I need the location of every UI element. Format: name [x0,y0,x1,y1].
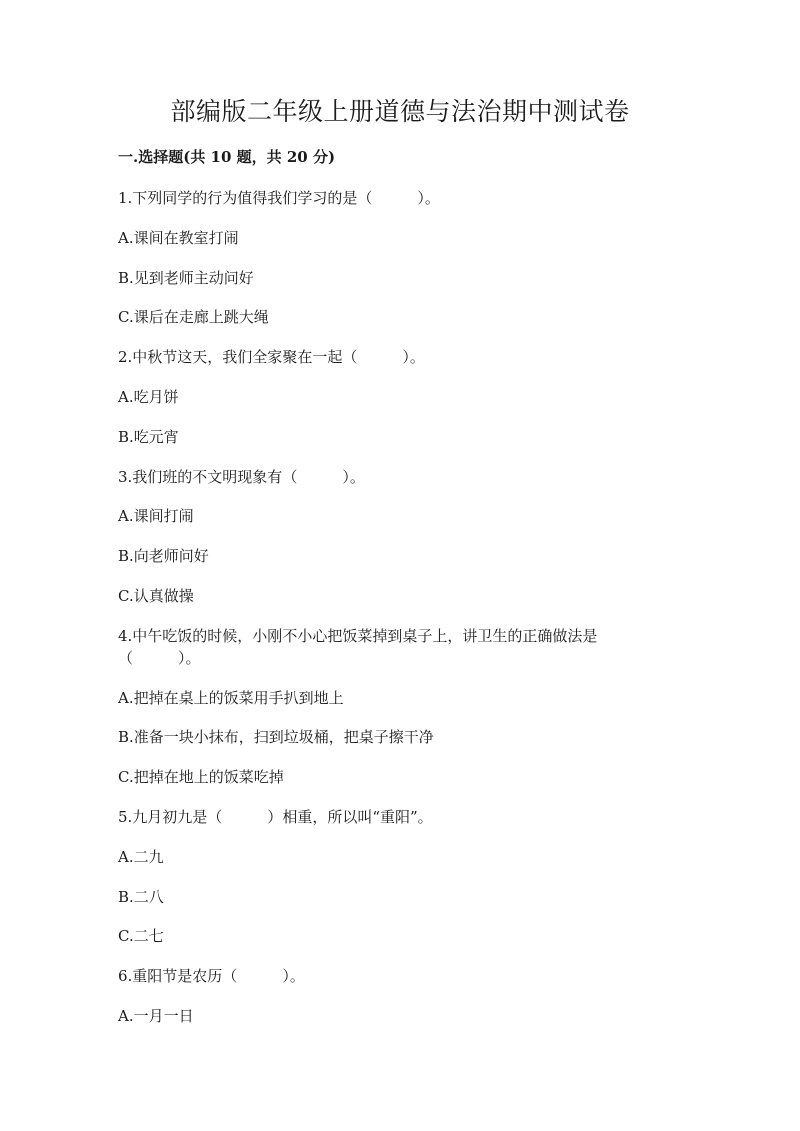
question-3-option-c: C.认真做操 [118,586,194,605]
question-2-option-a: A.吃月饼 [118,387,179,406]
question-4-stem-line-2: （ ）。 [118,648,201,667]
question-5-option-b: B.二八 [118,887,164,906]
question-4-option-a: A.把掉在桌上的饭菜用手扒到地上 [118,688,344,707]
question-1-option-c: C.课后在走廊上跳大绳 [118,308,269,327]
question-1-option-b: B.见到老师主动问好 [118,268,254,287]
question-4-stem-line-1: 4.中午吃饭的时候，小刚不小心把饭菜掉到桌子上，讲卫生的正确做法是 [118,626,598,645]
question-5-option-a: A.二九 [118,847,164,866]
question-1-stem: 1.下列同学的行为值得我们学习的是（ ）。 [118,189,440,207]
question-3-stem: 3.我们班的不文明现象有（ ）。 [118,467,365,486]
page-title: 部编版二年级上册道德与法治期中测试卷 [170,97,630,126]
question-3-option-a: A.课间打闹 [118,507,194,526]
question-3-option-b: B.向老师问好 [118,547,209,566]
question-1-option-a: A.课间在教室打闹 [118,228,239,247]
question-6-option-a: A.一月一日 [118,1006,194,1025]
question-5-stem: 5.九月初九是（ ）相重，所以叫“重阳”。 [118,807,433,826]
question-6-stem: 6.重阳节是农历（ ）。 [118,967,305,986]
question-4-option-c: C.把掉在地上的饭菜吃掉 [118,768,284,787]
question-list [118,187,678,1045]
question-2-option-b: B.吃元宵 [118,427,179,446]
question-4-option-b: B.准备一块小抹布，扫到垃圾桶，把桌子擦干净 [118,728,434,747]
question-5-option-c: C.二七 [118,927,164,946]
section-heading: 一.选择题(共 10 题，共 20 分) [118,148,336,166]
question-2-stem: 2.中秋节这天，我们全家聚在一起（ ）。 [118,348,425,367]
